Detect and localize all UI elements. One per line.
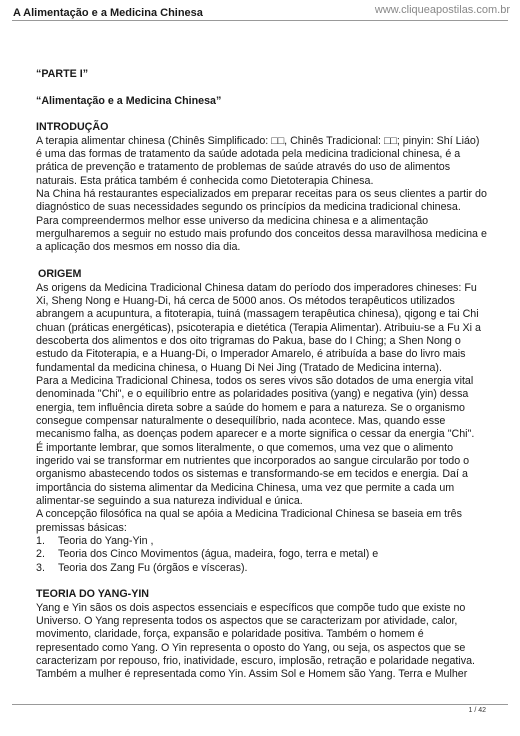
header-site-url[interactable]: www.cliqueapostilas.com.br (374, 4, 510, 16)
header-title: A Alimentação e a Medicina Chinesa (13, 7, 203, 19)
header-divider (12, 20, 508, 21)
page-number: 1 / 42 (468, 707, 486, 714)
spacer (36, 255, 488, 268)
origin-paragraph-3: É importante lembrar, que somos literalmente, o que comemos, uma vez que o alimento ingerido vai se transformar em nutrientes que incorporados ao sangue circularão por todo o organismo abastecendo todos os sistemas e transformando-se em tecidos e energia. Daí a importância do sistema alimentar da Medicina Chinesa, uma vez que permite a cada um alimentar-se seguindo a sua natureza individual e única. (36, 441, 470, 507)
origin-paragraph-2: Para a Medicina Tradicional Chinesa, todos os seres vivos são dotados de uma energia vital denominada "Chi", e o equilíbrio entre as polaridades positiva (yang) e negativa (yin) dessa energia, tem influência direta sobre a saúde do homem e para a natureza. Se o organismo consegue compensar naturalmente o desequilíbrio, nada acontece. Mas, quando esse mecanismo falha, as doenças podem aparecer e a morte significa o cessar da energia "Chi". (36, 374, 475, 441)
document-body (36, 68, 488, 682)
list-item-number: 2. (36, 548, 45, 561)
yang-yin-paragraph-1: Yang e Yin sãos os dois aspectos essenciais e específicos que compõe tudo que existe no Universo. O Yang representa todos os aspectos que se caracterizam por atividade, calor, movimento, claridade, força, expansão e polaridade positiva. Também o homem é representado como Yang. O Yin representa o oposto do Yang, ou seja, os aspectos que se caracterizam por repouso, frio, inatividade, escuro, implosão, retração e polaridade negativa. Também a mulher é representada como Yin. Assim Sol e Homem são Yang. Terra e Mulher (36, 601, 476, 681)
list-item-text: Teoria do Yang-Yin , (58, 535, 154, 548)
origin-paragraph-1: As origens da Medicina Tradicional Chinesa datam do período dos imperadores chineses: Fu Xi, Sheng Nong e Huang-Di, há cerca de 5000 anos. Os métodos terapêuticos utilizados abrangem a acupuntura, a fitoterapia, tuiná (massagem terapêutica chinesa), qigong e tai Chi chuan (práticas energéticas), psicoterapia e dietética (Terapia Alimentar). Atribuiu-se a Fu Xi a descoberta dos alimentos e dos oito trigramas do Pakua, base do I Ching; a Shen Nong o estudo da Fitoterapia, e a Huang-Di, o Imperador Amarelo, é atribuída a base do livro mais fundamental da medicina chinesa, o Huang Di Nei Jing (Tratado de Medicina interna). (36, 281, 481, 374)
part-title: “PARTE I” (36, 68, 89, 80)
intro-paragraph-1: A terapia alimentar chinesa (Chinês Simplificado: □□, Chinês Tradicional: □□; pinyin: Shí Liáo) é uma das formas de tratamento da saúde adotada pela medicina tradicional chinesa, é a prática de prevenção e tratamento de problemas de saúde através do uso de alimentos naturais. Esta prática também é conhecida como Dietoterapia Chinesa. (36, 134, 480, 187)
spacer (36, 108, 488, 121)
origin-paragraph-4: A concepção filosófica na qual se apóia a Medicina Tradicional Chinesa se baseia em três premissas básicas: (36, 508, 462, 534)
list-item-number: 3. (36, 561, 45, 574)
origin-heading: ORIGEM (38, 268, 82, 281)
intro-paragraph-2: Na China há restaurantes especializados em preparar receitas para os seus clientes a partir do diagnóstico de suas necessidades segundo os princípios da medicina tradicional chinesa. (36, 188, 487, 214)
list-item-text: Teoria dos Cinco Movimentos (água, madeira, fogo, terra e metal) e (58, 548, 379, 561)
yang-yin-heading: TEORIA DO YANG-YIN (36, 588, 150, 601)
list-item (36, 535, 488, 548)
spacer (36, 81, 488, 94)
spacer (36, 575, 488, 588)
list-item-number: 1. (36, 535, 45, 548)
list-item (36, 548, 488, 561)
list-item-text: Teoria dos Zang Fu (órgãos e vísceras). (58, 561, 248, 574)
list-item (36, 562, 488, 575)
document-subtitle: “Alimentação e a Medicina Chinesa” (36, 94, 222, 107)
intro-paragraph-3: Para compreendermos melhor esse universo da medicina chinesa e a alimentação mergulharemos a seguir no estudo mais profundo dos conceitos dessa maravilhosa medicina e a aplicação dos mesmos em nosso dia dia. (36, 214, 487, 254)
footer-divider (12, 704, 508, 705)
premises-list (36, 535, 488, 575)
intro-heading: INTRODUÇÃO (36, 121, 109, 134)
